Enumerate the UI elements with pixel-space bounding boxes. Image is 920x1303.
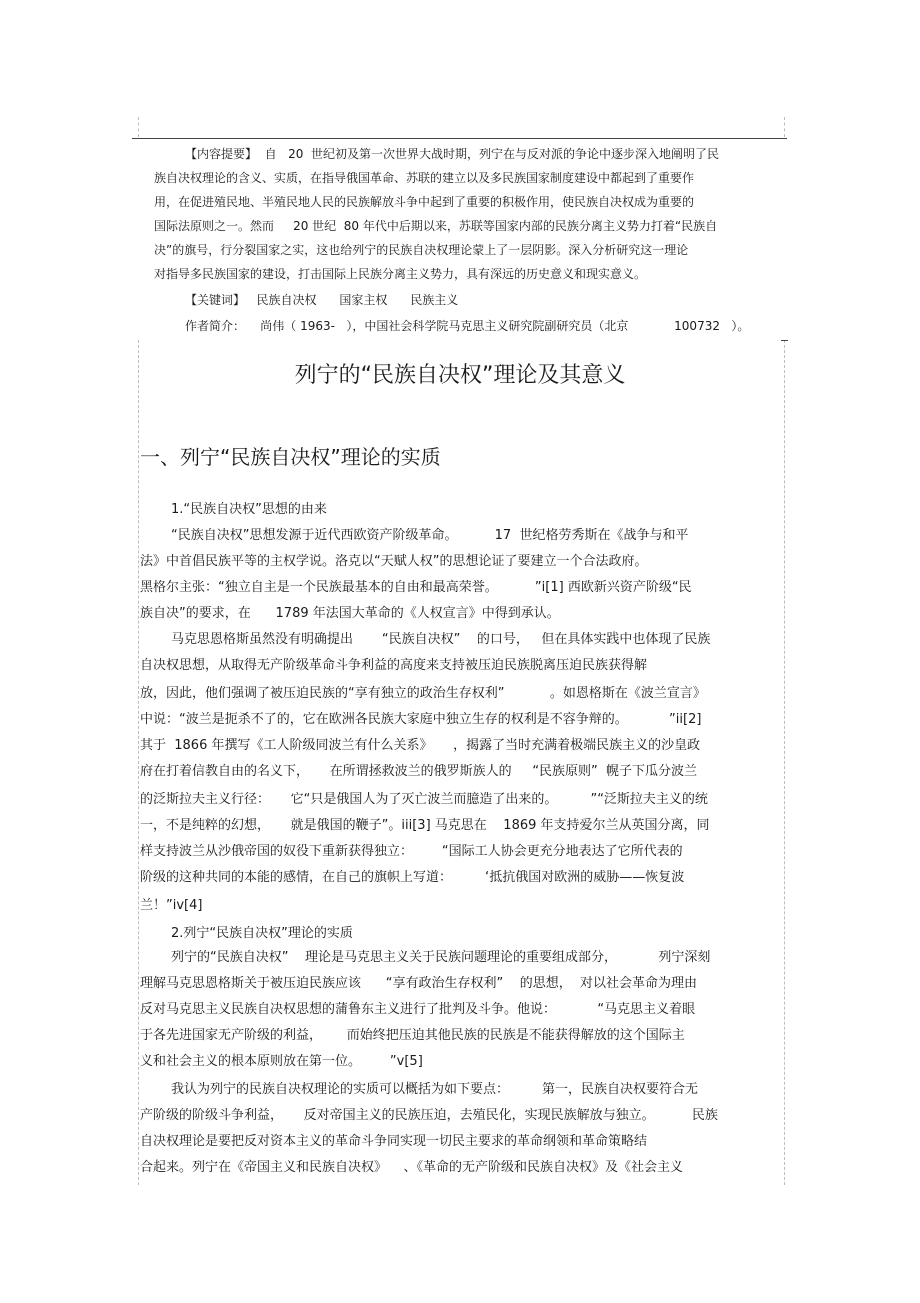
paragraph-line: 兰！”iv[4] bbox=[140, 898, 203, 913]
paragraph-line: 府在打着信教自由的名义下， 在所谓拯救波兰的俄罗斯族人的 “民族原则” 幌子下瓜分波兰 bbox=[140, 764, 698, 779]
paragraph-line: 阶级的这种共同的本能的感情，在自己的旗帜上写道： ‘抵抗俄国对欧洲的威胁——恢复波 bbox=[140, 870, 685, 885]
header-frame bbox=[138, 117, 785, 137]
abstract-line: 国际法原则之一。然而 20 世纪 80 年代中后期以来，苏联等国家内部的民族分离主义势力打着“民族自 bbox=[154, 219, 718, 233]
paragraph-line: 产阶级的阶级斗争利益， 反对帝国主义的民族压迫，去殖民化，实现民族解放与独立。 民族 bbox=[140, 1108, 718, 1123]
keywords: 【关键词】 民族自决权 国家主权 民族主义 bbox=[185, 293, 459, 307]
paragraph-line: 自决权理论是要把反对资本主义的革命斗争同实现一切民主要求的革命纲领和革命策略结 bbox=[140, 1134, 648, 1149]
paragraph-line: 放，因此，他们强调了被压迫民族的“享有独立的政治生存权利” 。如恩格斯在《波兰宣言》 bbox=[140, 686, 706, 701]
paragraph-line: 义和社会主义的根本原则放在第一位。 ”v[5] bbox=[140, 1054, 423, 1069]
abstract-line: 族自决权理论的含义、实质，在指导俄国革命、苏联的建立以及多民族国家制度建设中都起到了重要作 bbox=[154, 171, 695, 185]
header-rule bbox=[132, 138, 787, 139]
paragraph-line: “民族自决权”思想发源于近代西欧资产阶级革命。 17 世纪格劳秀斯在《战争与和平 bbox=[171, 528, 689, 543]
paragraph-line: 其于 1866 年撰写《工人阶级同波兰有什么关系》 ，揭露了当时充满着极端民族主义的沙皇政 bbox=[140, 738, 701, 753]
abstract-line: 决”的旗号，行分裂国家之实，这也给列宁的民族自决权理论蒙上了一层阴影。深入分析研究这一理论 bbox=[154, 243, 689, 257]
paragraph-line: 的泛斯拉夫主义行径： 它“只是俄国人为了灭亡波兰而臆造了出来的。 ”“泛斯拉夫主义的统 bbox=[140, 792, 708, 807]
paragraph-line: 自决权思想，从取得无产阶级革命斗争利益的高度来支持被压迫民族脱离压迫民族获得解 bbox=[140, 658, 648, 673]
paragraph-line: 反对马克思主义民族自决权思想的蒲鲁东主义进行了批判及斗争。他说： “马克思主义着眼 bbox=[140, 1002, 696, 1017]
subsection-title: 1.“民族自决权”思想的由来 bbox=[171, 502, 327, 517]
paragraph-line: 我认为列宁的民族自决权理论的实质可以概括为如下要点： 第一，民族自决权要符合无 bbox=[171, 1082, 699, 1097]
paragraph-line: 马克思恩格斯虽然没有明确提出 “民族自决权” 的口号， 但在具体实践中也体现了民族 bbox=[171, 632, 711, 647]
paragraph-line: 合起来。列宁在《帝国主义和民族自决权》 、《革命的无产阶级和民族自决权》及《社会主义 bbox=[140, 1160, 684, 1175]
paragraph-line: 族自决”的要求，在 1789 年法国大革命的《人权宣言》中得到承认。 bbox=[140, 606, 560, 621]
page-title: 列宁的“民族自决权”理论及其意义 bbox=[294, 363, 626, 388]
section-heading: 一、列宁“民族自决权”理论的实质 bbox=[140, 445, 441, 469]
abstract-line: 对指导多民族国家的建设，打击国际上民族分离主义势力，具有深远的历史意义和现实意义。 bbox=[154, 267, 647, 281]
corner-mark bbox=[781, 340, 788, 341]
paragraph-line: 一，不是纯粹的幻想， 就是俄国的鞭子”。iii[3] 马克思在 1869 年支持爱尔兰从英国分离，同 bbox=[140, 818, 710, 833]
paragraph-line: 理解马克思恩格斯关于被压迫民族应该 “享有政治生存权利” 的思想， 对以社会革命为理由 bbox=[140, 976, 698, 991]
paragraph-line: 中说：“波兰是扼杀不了的，它在欧洲各民族大家庭中独立生存的权利是不容争辩的。 ”ii[2] bbox=[140, 712, 702, 727]
paragraph-line: 样支持波兰从沙俄帝国的奴役下重新获得独立： “国际工人协会更充分地表达了它所代表的 bbox=[140, 844, 683, 859]
subsection-title: 2.列宁“民族自决权”理论的实质 bbox=[171, 926, 353, 941]
author-info: 作者简介： 尚伟（ 1963- ），中国社会科学院马克思主义研究院副研究员（北京 100732 ）。 bbox=[185, 319, 750, 333]
paragraph-line: 列宁的“民族自决权” 理论是马克思主义关于民族问题理论的重要组成部分， 列宁深刻 bbox=[171, 950, 711, 965]
paragraph-line: 黑格尔主张：“独立自主是一个民族最基本的自由和最高荣誉。 ”i[1] 西欧新兴资产阶级“民 bbox=[140, 580, 692, 595]
abstract-line: 用，在促进殖民地、半殖民地人民的民族解放斗争中起到了重要的积极作用，使民族自决权成为重要的 bbox=[154, 195, 695, 209]
paragraph-line: 法》中首倡民族平等的主权学说。洛克以“天赋人权”的思想论证了要建立一个合法政府。 bbox=[140, 554, 648, 569]
abstract-line: 【内容提要】 自 20 世纪初及第一次世界大战时期，列宁在与反对派的争论中逐步深入地阐明了民 bbox=[185, 147, 719, 161]
paragraph-line: 于各先进国家无产阶级的利益， 而始终把压迫其他民族的民族是不能获得解放的这个国际主 bbox=[140, 1028, 685, 1043]
